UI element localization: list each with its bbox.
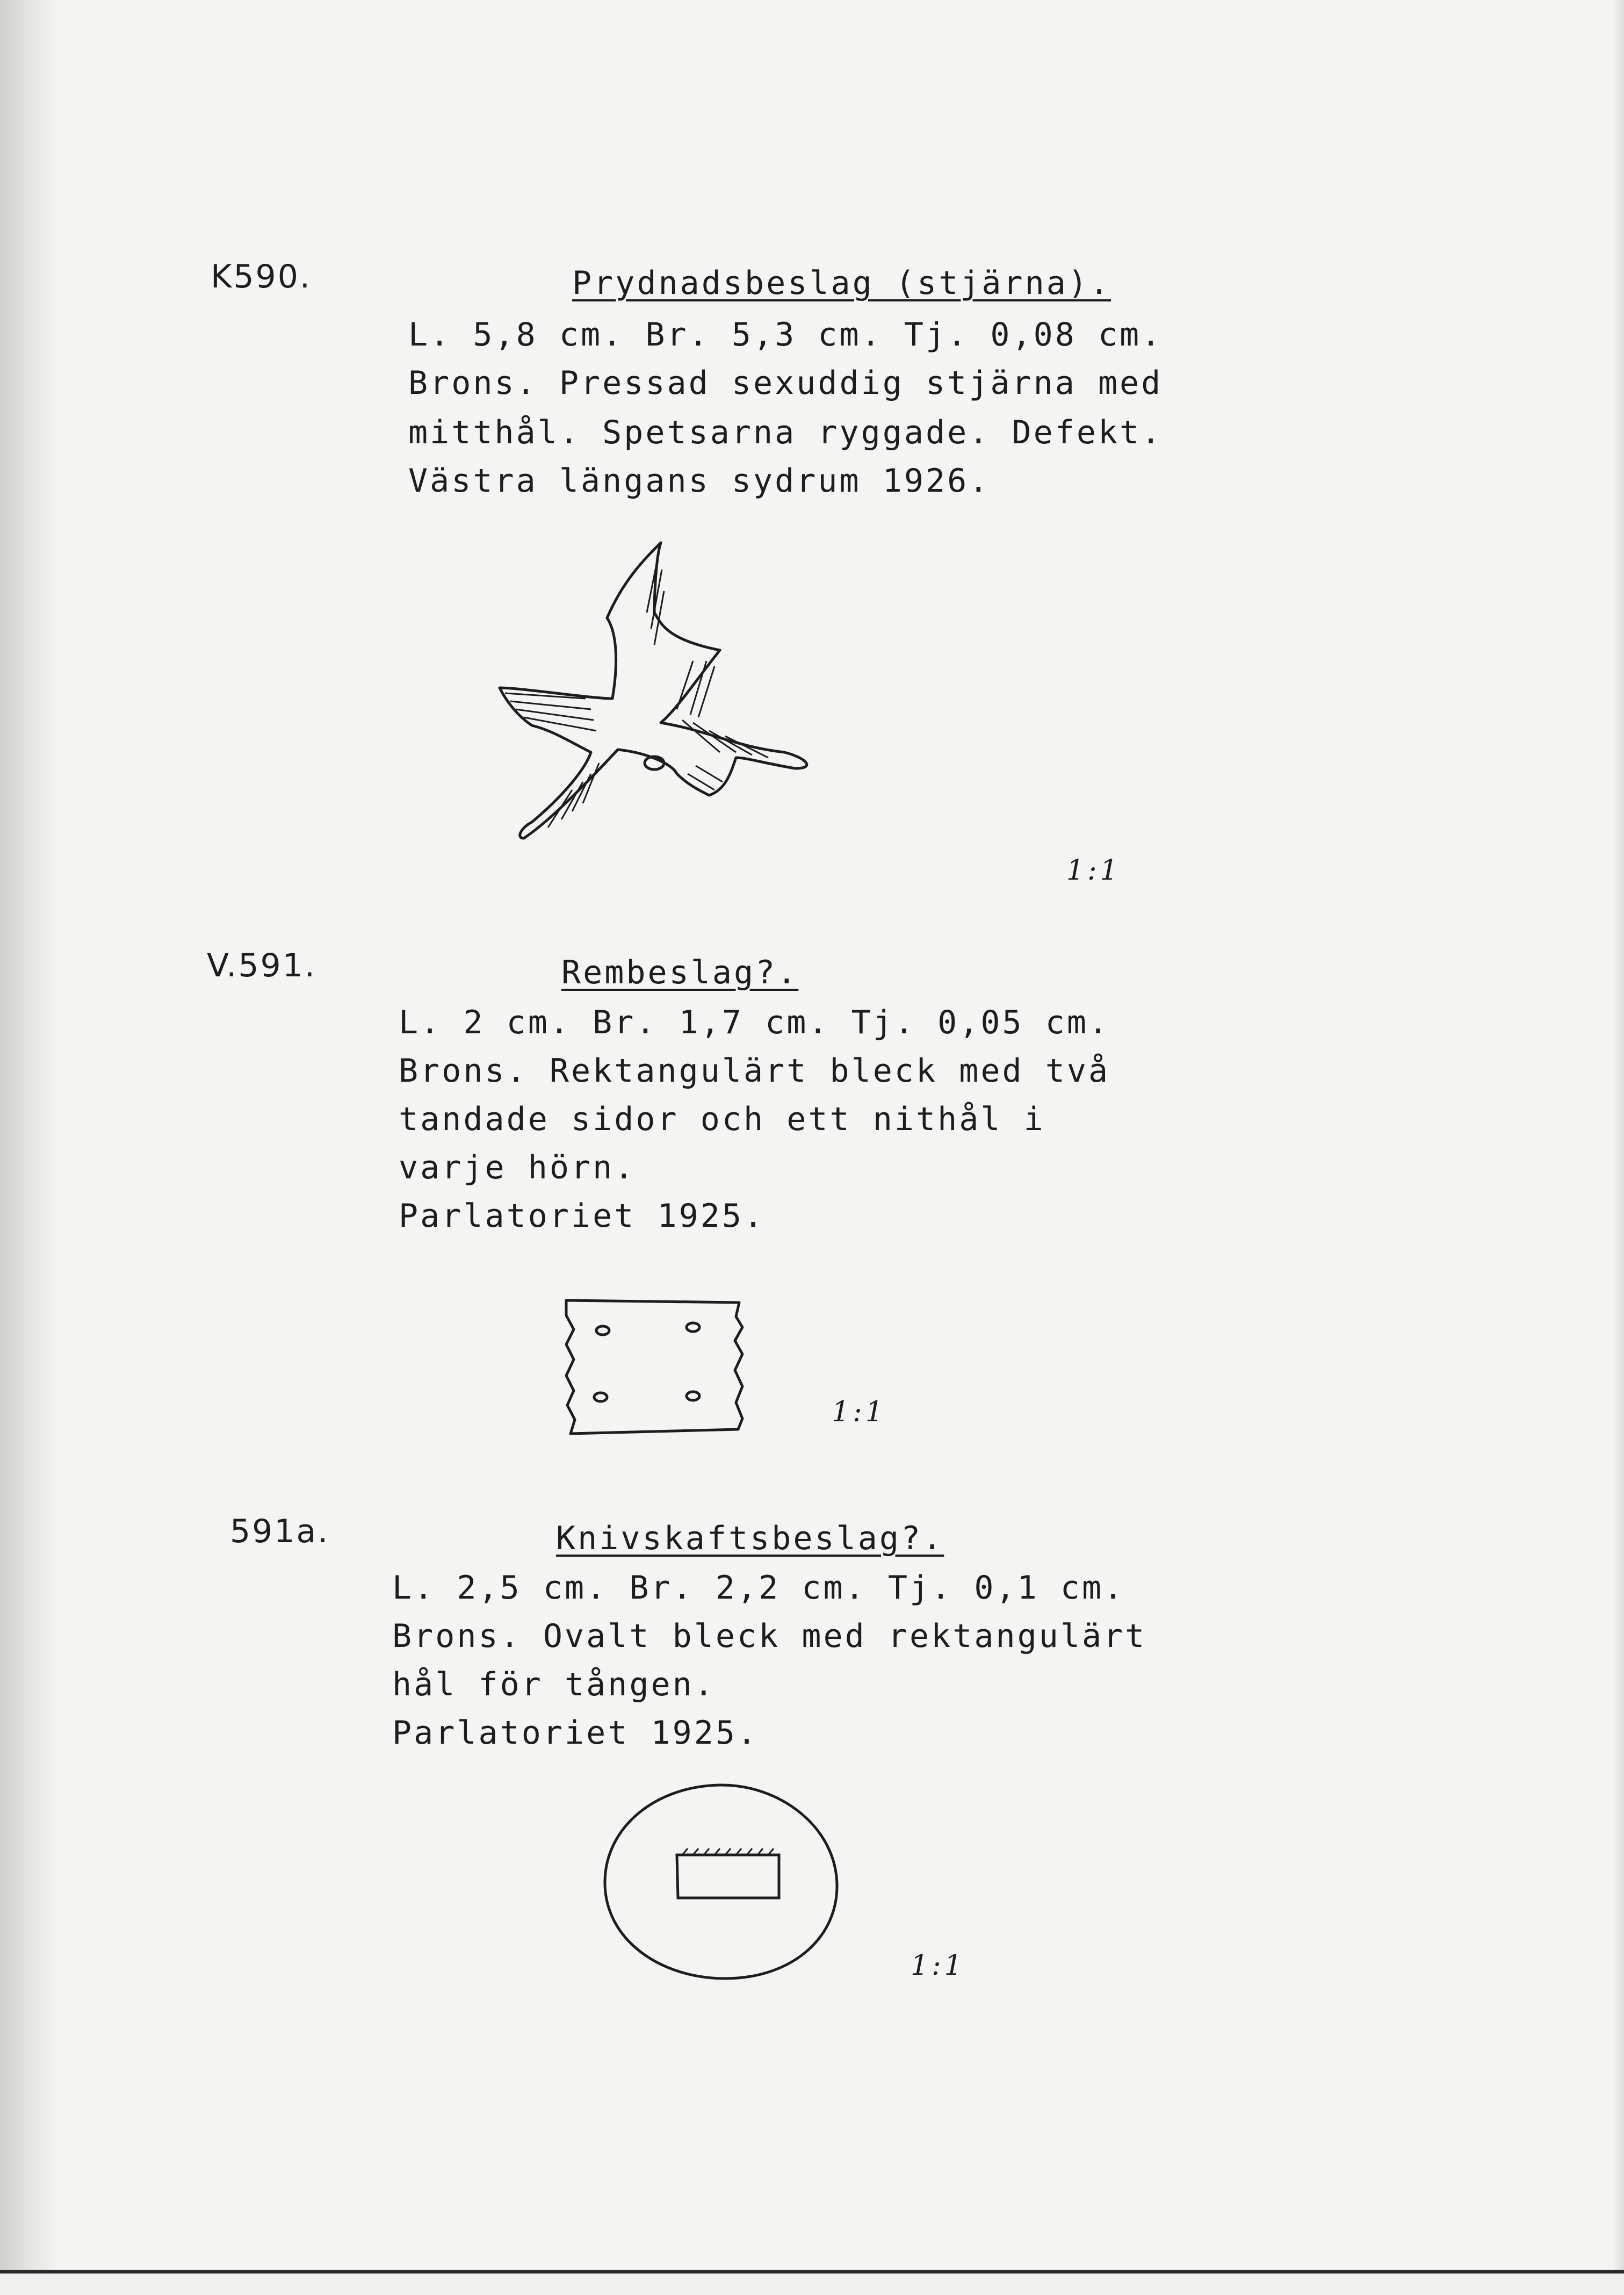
entry-line: Västra längans sydrum 1926. — [408, 462, 991, 500]
star-mount-drawing — [483, 537, 967, 913]
scale-label: 1:1 — [911, 1949, 965, 1982]
page-left-shadow — [0, 0, 59, 2295]
scale-label: 1:1 — [832, 1396, 886, 1428]
scale-label: 1:1 — [1066, 854, 1121, 887]
entry-line: L. 2 cm. Br. 1,7 cm. Tj. 0,05 cm. — [399, 1004, 1110, 1041]
catalog-number: K590. — [211, 258, 312, 296]
entry-line: Brons. Ovalt bleck med rektangulärt — [392, 1617, 1147, 1655]
knife-hilt-mount-drawing — [596, 1779, 843, 1983]
strap-mount-drawing — [559, 1295, 752, 1440]
entry-line: L. 5,8 cm. Br. 5,3 cm. Tj. 0,08 cm. — [408, 316, 1163, 354]
entry-line: Parlatoriet 1925. — [392, 1714, 759, 1752]
entry-title: Prydnadsbeslag (stjärna). — [572, 264, 1111, 302]
entry-line: varje hörn. — [399, 1149, 636, 1186]
entry-line: Brons. Rektangulärt bleck med två — [399, 1052, 1110, 1090]
page-bottom-edge — [0, 2270, 1624, 2295]
entry-line: mitthål. Spetsarna ryggade. Defekt. — [408, 414, 1163, 451]
catalog-number: V.591. — [207, 947, 316, 984]
entry-title: Knivskaftsbeslag?. — [556, 1520, 944, 1557]
entry-line: hål för tången. — [392, 1666, 716, 1703]
entry-title: Rembeslag?. — [561, 954, 799, 991]
page-right-edge — [1613, 0, 1624, 2295]
catalog-number: 591a. — [230, 1513, 330, 1550]
entry-line: tandade sidor och ett nithål i — [399, 1100, 1045, 1138]
entry-line: L. 2,5 cm. Br. 2,2 cm. Tj. 0,1 cm. — [392, 1569, 1125, 1607]
entry-line: Brons. Pressad sexuddig stjärna med — [408, 364, 1163, 402]
entry-line: Parlatoriet 1925. — [399, 1197, 766, 1235]
